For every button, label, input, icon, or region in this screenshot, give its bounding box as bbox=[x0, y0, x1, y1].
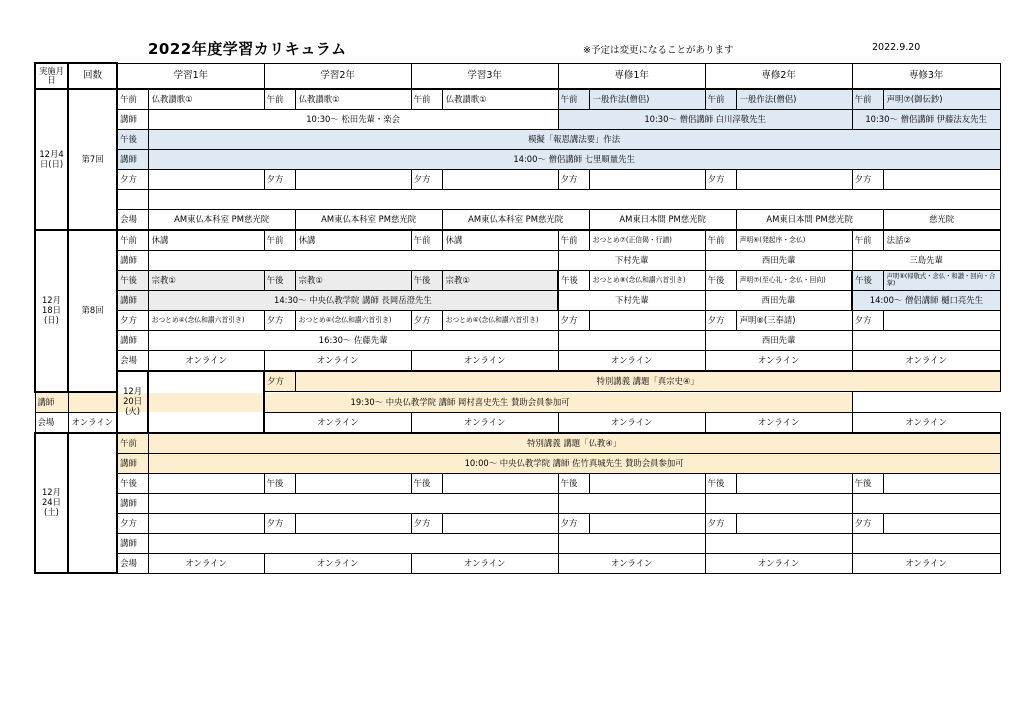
row-label-evening: 夕方 bbox=[117, 311, 148, 331]
venue-cell: オンライン bbox=[264, 351, 411, 372]
row-label-lecturer: 講師 bbox=[35, 392, 68, 413]
subject-cell: おつとめ④(念仏和讃六首引き) bbox=[148, 311, 264, 331]
column-header-gakushu-3: 学習3年 bbox=[411, 63, 558, 89]
table-row bbox=[35, 251, 1000, 271]
subject-cell: 声明⑧(帰敬式・念仏・和讃・回向・合掌) bbox=[883, 271, 1000, 291]
row-label-lecturer: 講師 bbox=[117, 533, 148, 553]
row-label-am: 午前 bbox=[852, 89, 883, 110]
subject-cell: おつとめ④(念仏和讃六首引き) bbox=[295, 311, 411, 331]
row-label-pm: 午後 bbox=[117, 130, 148, 150]
subject-cell: 声明⑦(至心礼・念仏・回向) bbox=[736, 271, 852, 291]
row-label-am: 午前 bbox=[411, 89, 442, 110]
lecturer-cell: 西田先輩 bbox=[705, 251, 852, 271]
table-row bbox=[35, 271, 1000, 291]
subject-cell bbox=[883, 473, 1000, 493]
subject-cell bbox=[148, 473, 264, 493]
lecturer-cell bbox=[558, 533, 705, 553]
table-row bbox=[35, 150, 1000, 170]
row-label-am: 午前 bbox=[558, 230, 589, 251]
table-row bbox=[35, 311, 1000, 331]
session-date: 12月20日(火) bbox=[117, 371, 148, 433]
subject-cell: 声明⑦(御伝鈔) bbox=[883, 89, 1000, 110]
venue-cell: オンライン bbox=[705, 553, 852, 573]
table-row bbox=[35, 371, 1000, 392]
venue-cell: AM東日本間 PM慈光院 bbox=[589, 210, 736, 231]
row-label-pm: 午後 bbox=[852, 473, 883, 493]
change-notice: ※予定は変更になることがあります bbox=[583, 45, 734, 56]
subject-cell: 仏教讃歌① bbox=[442, 89, 558, 110]
session-date: 12月4日(日) bbox=[35, 89, 68, 230]
subject-cell: 法話② bbox=[883, 230, 1000, 251]
lecturer-cell bbox=[148, 190, 1000, 210]
row-label-pm: 午後 bbox=[117, 271, 148, 291]
subject-cell bbox=[295, 170, 411, 190]
row-label-venue: 会場 bbox=[117, 210, 148, 231]
row-label-pm: 午後 bbox=[411, 473, 442, 493]
subject-cell bbox=[589, 473, 705, 493]
venue-cell: オンライン bbox=[148, 351, 264, 372]
row-label-pm: 午後 bbox=[558, 271, 589, 291]
subject-cell bbox=[736, 513, 852, 533]
row-label-evening: 夕方 bbox=[411, 170, 442, 190]
row-label-evening: 夕方 bbox=[411, 513, 442, 533]
lecturer-cell: 14:00～ 僧侶講師 七里順量先生 bbox=[148, 150, 1000, 170]
venue-cell: オンライン bbox=[705, 412, 852, 433]
lecturer-cell: 西田先輩 bbox=[705, 331, 852, 351]
lecturer-cell: 19:30～ 中央仏教学院 講師 岡村喜史先生 賛助会員参加可 bbox=[68, 392, 852, 413]
row-label-pm: 午後 bbox=[705, 271, 736, 291]
lecturer-cell: 10:30～ 松田先輩・楽会 bbox=[148, 110, 558, 130]
subject-cell: 休講 bbox=[148, 230, 264, 251]
row-label-evening: 夕方 bbox=[264, 513, 295, 533]
row-label-lecturer: 講師 bbox=[117, 493, 148, 513]
row-label-evening: 夕方 bbox=[705, 170, 736, 190]
column-header-gakushu-1: 学習1年 bbox=[117, 63, 264, 89]
table-row bbox=[35, 130, 1000, 150]
venue-cell: オンライン bbox=[852, 351, 1000, 372]
subject-cell: 模擬「報恩講法要」作法 bbox=[148, 130, 1000, 150]
row-label-venue: 会場 bbox=[117, 553, 148, 573]
curriculum-table bbox=[34, 62, 1001, 574]
subject-cell: 特別講義 講題「仏教④」 bbox=[148, 433, 1000, 454]
row-label-evening: 夕方 bbox=[411, 311, 442, 331]
row-label-evening: 夕方 bbox=[264, 311, 295, 331]
venue-cell: オンライン bbox=[148, 553, 264, 573]
session-date: 12月18日(日) bbox=[35, 230, 68, 392]
venue-cell: オンライン bbox=[558, 351, 705, 372]
subject-cell: 特別講義 講題「真宗史④」 bbox=[295, 371, 1000, 392]
lecturer-cell: 三島先輩 bbox=[852, 251, 1000, 271]
lecturer-cell: 下村先輩 bbox=[558, 291, 705, 311]
row-label-evening: 夕方 bbox=[117, 513, 148, 533]
venue-cell: AM東仏本科室 PM慈光院 bbox=[295, 210, 442, 231]
venue-cell: オンライン bbox=[264, 553, 411, 573]
venue-cell: オンライン bbox=[558, 412, 705, 433]
row-label-evening: 夕方 bbox=[558, 513, 589, 533]
row-label-pm: 午後 bbox=[117, 473, 148, 493]
row-label-venue: 会場 bbox=[117, 351, 148, 372]
table-row bbox=[35, 230, 1000, 251]
table-row bbox=[35, 89, 1000, 110]
row-label-evening: 夕方 bbox=[705, 311, 736, 331]
lecturer-cell bbox=[705, 533, 852, 553]
subject-cell bbox=[148, 170, 264, 190]
session-number: 第7回 bbox=[68, 89, 117, 230]
row-label-evening: 夕方 bbox=[264, 371, 295, 392]
subject-cell: おつとめ⑦(正信偈・行譜) bbox=[589, 230, 705, 251]
lecturer-cell bbox=[852, 533, 1000, 553]
row-label-evening: 夕方 bbox=[558, 170, 589, 190]
table-row bbox=[35, 351, 1000, 372]
table-row bbox=[35, 170, 1000, 190]
lecturer-cell bbox=[148, 533, 558, 553]
row-label-evening: 夕方 bbox=[117, 170, 148, 190]
row-label-am: 午前 bbox=[117, 89, 148, 110]
table-row bbox=[35, 392, 1000, 413]
column-header-senshu-2: 専修2年 bbox=[705, 63, 852, 89]
row-label-lecturer: 講師 bbox=[117, 150, 148, 170]
session-column-header: 回数 bbox=[68, 63, 117, 89]
row-label-evening: 夕方 bbox=[264, 170, 295, 190]
table-row bbox=[35, 291, 1000, 311]
venue-cell: オンライン bbox=[264, 412, 411, 433]
subject-cell bbox=[589, 311, 705, 331]
venue-cell: AM東仏本科室 PM慈光院 bbox=[442, 210, 589, 231]
row-label-venue: 会場 bbox=[35, 412, 68, 433]
venue-cell: オンライン bbox=[68, 412, 117, 433]
session-number: 第8回 bbox=[68, 230, 117, 392]
row-label-am: 午前 bbox=[558, 89, 589, 110]
subject-cell: おつとめ④(念仏和讃六首引き) bbox=[442, 311, 558, 331]
row-label-evening: 夕方 bbox=[852, 311, 883, 331]
subject-cell bbox=[736, 473, 852, 493]
row-label-evening: 夕方 bbox=[852, 170, 883, 190]
table-row bbox=[35, 493, 1000, 513]
session-number bbox=[68, 433, 117, 574]
row-label-am: 午前 bbox=[264, 230, 295, 251]
row-label-lecturer: 講師 bbox=[117, 453, 148, 473]
subject-cell: 宗教① bbox=[442, 271, 558, 291]
row-label-evening: 夕方 bbox=[558, 311, 589, 331]
table-row bbox=[35, 513, 1000, 533]
lecturer-cell bbox=[852, 331, 1000, 351]
date-column-header: 実施月日 bbox=[35, 63, 68, 89]
lecturer-cell bbox=[705, 493, 852, 513]
venue-cell: AM東仏本科室 PM慈光院 bbox=[148, 210, 295, 231]
row-label-lecturer: 講師 bbox=[117, 331, 148, 351]
subject-cell bbox=[736, 170, 852, 190]
row-label-evening: 夕方 bbox=[705, 513, 736, 533]
subject-cell: 休講 bbox=[295, 230, 411, 251]
table-row bbox=[35, 553, 1000, 573]
page-title: 2022年度学習カリキュラム bbox=[148, 40, 347, 58]
row-label-lecturer: 講師 bbox=[117, 251, 148, 271]
subject-cell: 休講 bbox=[442, 230, 558, 251]
lecturer-cell: 下村先輩 bbox=[558, 251, 705, 271]
venue-cell: オンライン bbox=[411, 351, 558, 372]
row-label-am: 午前 bbox=[264, 89, 295, 110]
venue-cell: オンライン bbox=[558, 553, 705, 573]
row-label-am: 午前 bbox=[852, 230, 883, 251]
table-header-row bbox=[35, 63, 1000, 89]
row-label-pm: 午後 bbox=[264, 473, 295, 493]
subject-cell bbox=[148, 513, 264, 533]
subject-cell: おつとめ⑧(念仏和讃六首引き) bbox=[589, 271, 705, 291]
row-label-evening: 夕方 bbox=[852, 513, 883, 533]
table-row bbox=[35, 190, 1000, 210]
row-label-am: 午前 bbox=[411, 230, 442, 251]
column-header-senshu-3: 専修3年 bbox=[852, 63, 1000, 89]
venue-cell: オンライン bbox=[705, 351, 852, 372]
row-label-pm: 午後 bbox=[558, 473, 589, 493]
column-header-gakushu-2: 学習2年 bbox=[264, 63, 411, 89]
row-label-am: 午前 bbox=[705, 230, 736, 251]
subject-cell: 一般作法(僧侶) bbox=[736, 89, 852, 110]
subject-cell: 声明⑧(三奉請) bbox=[736, 311, 852, 331]
lecturer-cell: 10:00～ 中央仏教学院 講師 佐竹真城先生 賛助会員参加可 bbox=[148, 453, 1000, 473]
venue-cell: オンライン bbox=[411, 553, 558, 573]
lecturer-cell bbox=[148, 493, 558, 513]
table-row bbox=[35, 110, 1000, 130]
lecturer-cell: 14:30～ 中央仏教学院 講師 長岡岳澄先生 bbox=[148, 291, 558, 311]
document-date: 2022.9.20 bbox=[872, 42, 921, 53]
table-row bbox=[35, 331, 1000, 351]
subject-cell: 宗教① bbox=[148, 271, 264, 291]
table-row bbox=[35, 433, 1000, 454]
lecturer-cell: 西田先輩 bbox=[705, 291, 852, 311]
subject-cell bbox=[589, 170, 705, 190]
subject-cell: 仏教讃歌① bbox=[148, 89, 264, 110]
subject-cell: 仏教讃歌① bbox=[295, 89, 411, 110]
venue-cell: オンライン bbox=[852, 412, 1000, 433]
lecturer-cell bbox=[558, 493, 705, 513]
subject-cell: 一般作法(僧侶) bbox=[589, 89, 705, 110]
row-label-pm: 午後 bbox=[705, 473, 736, 493]
lecturer-cell bbox=[558, 331, 705, 351]
table-row bbox=[35, 473, 1000, 493]
subject-cell bbox=[442, 473, 558, 493]
venue-cell: オンライン bbox=[852, 553, 1000, 573]
row-label-am: 午前 bbox=[117, 433, 148, 454]
subject-cell bbox=[589, 513, 705, 533]
venue-cell: AM東日本間 PM慈光院 bbox=[736, 210, 883, 231]
subject-cell: 宗教① bbox=[295, 271, 411, 291]
row-label-lecturer bbox=[117, 190, 148, 210]
row-label-am: 午前 bbox=[705, 89, 736, 110]
session-date: 12月24日(土) bbox=[35, 433, 68, 574]
lecturer-cell: 14:00～ 僧侶講師 樋口亮先生 bbox=[852, 291, 1000, 311]
subject-cell bbox=[883, 170, 1000, 190]
subject-cell bbox=[295, 513, 411, 533]
table-row bbox=[35, 533, 1000, 553]
row-label-lecturer: 講師 bbox=[117, 291, 148, 311]
table-row bbox=[35, 453, 1000, 473]
lecturer-cell bbox=[852, 493, 1000, 513]
column-header-senshu-1: 専修1年 bbox=[558, 63, 705, 89]
subject-cell bbox=[442, 513, 558, 533]
row-label-lecturer: 講師 bbox=[117, 110, 148, 130]
subject-cell bbox=[442, 170, 558, 190]
row-label-am: 午前 bbox=[117, 230, 148, 251]
subject-cell bbox=[295, 473, 411, 493]
table-row bbox=[35, 210, 1000, 231]
lecturer-cell bbox=[148, 251, 558, 271]
subject-cell bbox=[883, 311, 1000, 331]
lecturer-cell: 16:30～ 佐藤先輩 bbox=[148, 331, 558, 351]
row-label-pm: 午後 bbox=[264, 271, 295, 291]
lecturer-cell: 10:30～ 僧侶講師 白川淳敬先生 bbox=[558, 110, 852, 130]
subject-cell: 声明⑥(発起序・念仏) bbox=[736, 230, 852, 251]
venue-cell: オンライン bbox=[411, 412, 558, 433]
venue-cell: 慈光院 bbox=[883, 210, 1000, 231]
row-label-pm: 午後 bbox=[411, 271, 442, 291]
lecturer-cell: 10:30～ 僧侶講師 伊藤法友先生 bbox=[852, 110, 1000, 130]
row-label-pm: 午後 bbox=[852, 271, 883, 291]
subject-cell bbox=[883, 513, 1000, 533]
